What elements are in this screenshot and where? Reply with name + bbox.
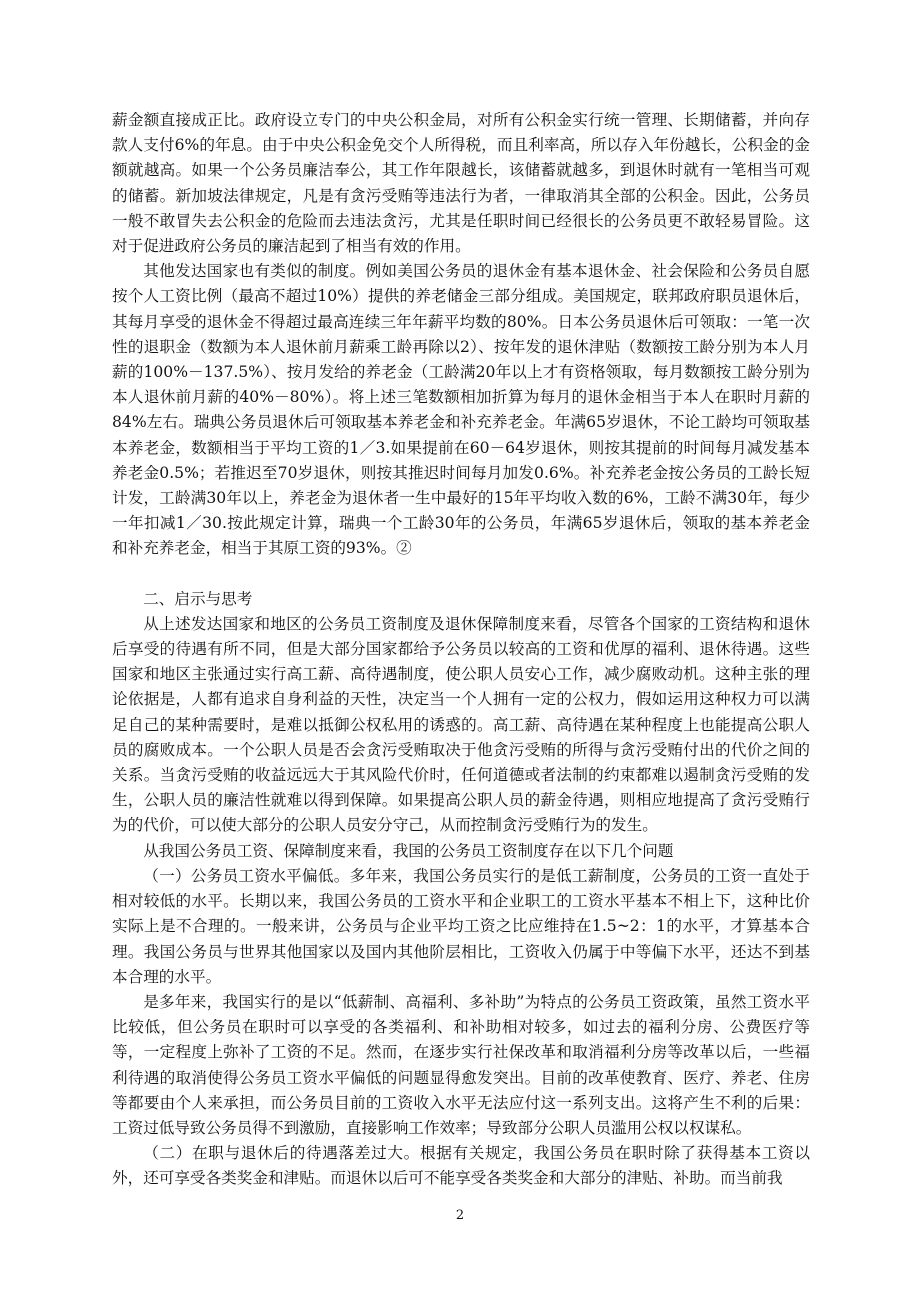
paragraph-singapore-cpf: 薪金额直接成正比。政府设立专门的中央公积金局，对所有公积金实行统一管理、长期储蓄，并向存款人支付6%的年息。由于中央公积金免交个人所得税，而且利率高，所以存入年份越长，公积金的金额就越高。如果一个公务员廉洁奉公，其工作年限越长，该储蓄就越多，到退休时就有一笔相当可观的储蓄。新加坡法律规定，凡是有贪污受贿等违法行为者，一律取消其全部的公积金。因此，公务员一般不敢冒失去公积金的危险而去违法贪污，尤其是任职时间已经很长的公务员更不敢轻易冒险。这对于促进政府公务员的廉洁起到了相当有效的作用。 [112,111,810,256]
section-heading: 二、启示与思考 [143,589,253,608]
paragraph-high-salary-theory: 从上述发达国家和地区的公务员工资制度及退休保障制度来看，尽管各个国家的工资结构和退休后享受的待遇有所不同，但是大部分国家都给予公务员以较高的工资和优厚的福利、退休待遇。这些国家和地区主张通过实行高工薪、高待遇制度，使公职人员安心工作，减少腐败动机。这种主张的理论依据是，人都有追求自身利益的天性，决定当一个人拥有一定的公权力，假如运用这种权力可以满足自己的某种需要时，是难以抵御公权私用的诱惑的。高工薪、高待遇在某种程度上也能提高公职人员的腐败成本。一个公职人员是否会贪污受贿取决于他贪污受贿的所得与贪污受贿付出的代价之间的关系。当贪污受贿的收益远远大于其风险代价时，任何道德或者法制的约束都难以遏制贪污受贿的发生，公职人员的廉洁性就难以得到保障。如果提高公职人员的薪金待遇，则相应地提高了贪污受贿行为的代价，可以使大部分的公职人员安分守己，从而控制贪污受贿行为的发生。 [112,614,810,835]
paragraph-welfare-policy: 是多年来，我国实行的是以“低薪制、高福利、多补助”为特点的公务员工资政策，虽然工资水平比较低，但公务员在职时可以享受的各类福利、和补助相对较多，如过去的福利分房、公费医疗等等，一定程度上弥补了工资的不足。然而，在逐步实行社保改革和取消福利分房等改革以后，一些福利待遇的取消使得公务员工资水平偏低的问题显得愈发突出。目前的改革使教育、医疗、养老、住房等都要由个人来承担，而公务员目前的工资收入水平无法应付这一系列支出。这将产生不利的后果：工资过低导致公务员得不到激励，直接影响工作效率；导致部分公职人员滥用公权以权谋私。 [112,992,810,1137]
paragraph-issue-two: （二）在职与退休后的待遇落差过大。根据有关规定，我国公务员在职时除了获得基本工资以外，还可享受各类奖金和津贴。而退休以后可不能享受各类奖金和大部分的津贴、补助。而当前我 [112,1144,810,1188]
document-body [112,108,810,1192]
paragraph-issue-one: （一）公务员工资水平偏低。多年来，我国公务员实行的是低工薪制度，公务员的工资一直处于相对较低的水平。长期以来，我国公务员的工资水平和企业职工的工资水平基本不相上下，这种比价实际上是不合理的。一般来讲，公务员与企业平均工资之比应维持在1.5~2：1的水平，才算基本合理。我国公务员与世界其他国家以及国内其他阶层相比，工资收入仍属于中等偏下水平，还达不到基本合理的水平。 [112,866,810,986]
paragraph-other-countries: 其他发达国家也有类似的制度。例如美国公务员的退休金有基本退休金、社会保险和公务员自愿按个人工资比例（最高不超过10%）提供的养老储金三部分组成。美国规定，联邦政府职员退休后，其每月享受的退休金不得超过最高连续三年年薪平均数的80%。日本公务员退休后可领取：一笔一次性的退职金（数额为本人退休前月薪乘工龄再除以2）、按年发的退休津贴（数额按工龄分别为本人月薪的100%－137.5%）、按月发给的养老金（工龄满20年以上才有资格领取，每月数额按工龄分别为本人退休前月薪的40%－80%）。将上述三笔数额相加折算为每月的退休金相当于本人在职时月薪的84%左右。瑞典公务员退休后可领取基本养老金和补充养老金。年满65岁退休，不论工龄均可领取基本养老金，数额相当于平均工资的1／3.如果提前在60－64岁退休，则按其提前的时间每月减发基本养老金0.5%；若推迟至70岁退休，则按其推迟时间每月加发0.6%。补充养老金按公务员的工龄长短计发，工龄满30年以上，养老金为退休者一生中最好的15年平均收入数的6%，工龄不满30年，每少一年扣减1／30.按此规定计算，瑞典一个工龄30年的公务员，年满65岁退休后，领取的基本养老金和补充养老金，相当于其原工资的93%。② [112,262,810,558]
paragraph-china-intro: 从我国公务员工资、保障制度来看，我国的公务员工资制度存在以下几个问题 [143,841,674,860]
page-number: 2 [455,1208,465,1223]
